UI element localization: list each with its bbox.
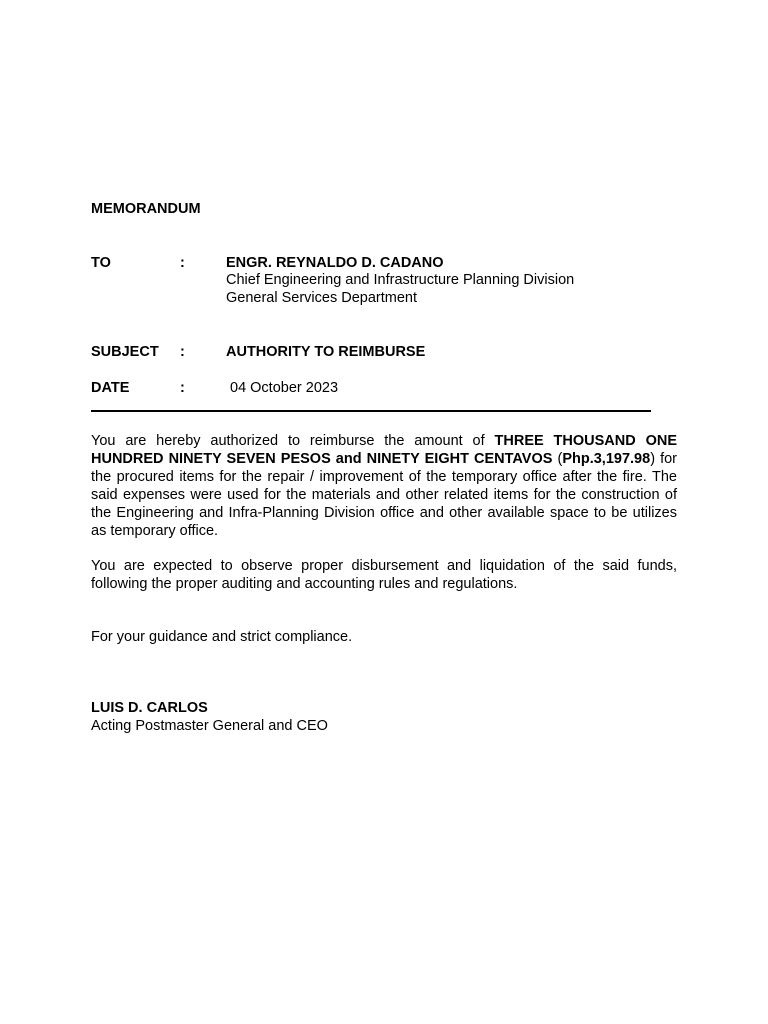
recipient-position: Chief Engineering and Infrastructure Planning Division [226,272,575,288]
subject-label: SUBJECT [91,344,159,360]
header-divider [91,410,651,412]
to-colon: : [180,255,185,271]
amount-in-words: THREE THOUSAND ONE HUNDRED NINETY SEVEN PESOS and NINETY EIGHT CENTAVOS [91,433,677,467]
signatory-title: Acting Postmaster General and CEO [91,718,328,734]
paragraph-1-intro: You are hereby authorized to reimburse the amount of [91,433,495,449]
paragraph-1-open-paren: ( [552,451,563,467]
date-value: 04 October 2023 [230,380,339,396]
recipient-name: ENGR. REYNALDO D. CADANO [226,255,444,271]
body-paragraph-2: You are expected to observe proper disbursement and liquidation of the said funds, following the proper auditing and accounting rules and regulations. [91,558,677,592]
amount-in-figures: Php.3,197.98 [562,451,651,467]
signatory-name: LUIS D. CARLOS [91,700,208,716]
memo-title: MEMORANDUM [91,201,201,217]
date-colon: : [180,380,185,396]
subject-colon: : [180,344,185,360]
to-label: TO [91,255,111,271]
date-label: DATE [91,380,130,396]
subject-value: AUTHORITY TO REIMBURSE [226,344,426,360]
body-paragraph-1 [91,432,677,540]
body-paragraph-3: For your guidance and strict compliance. [91,629,353,645]
paragraph-1-rest: ) for the procured items for the repair / improvement of the temporary office after the fire. The said expenses were used for the materials and other related items for the construction of the Engineering and Infra-Planning Division office and other available space to be utilizes as temporary office. [91,451,678,539]
recipient-department: General Services Department [226,290,417,306]
